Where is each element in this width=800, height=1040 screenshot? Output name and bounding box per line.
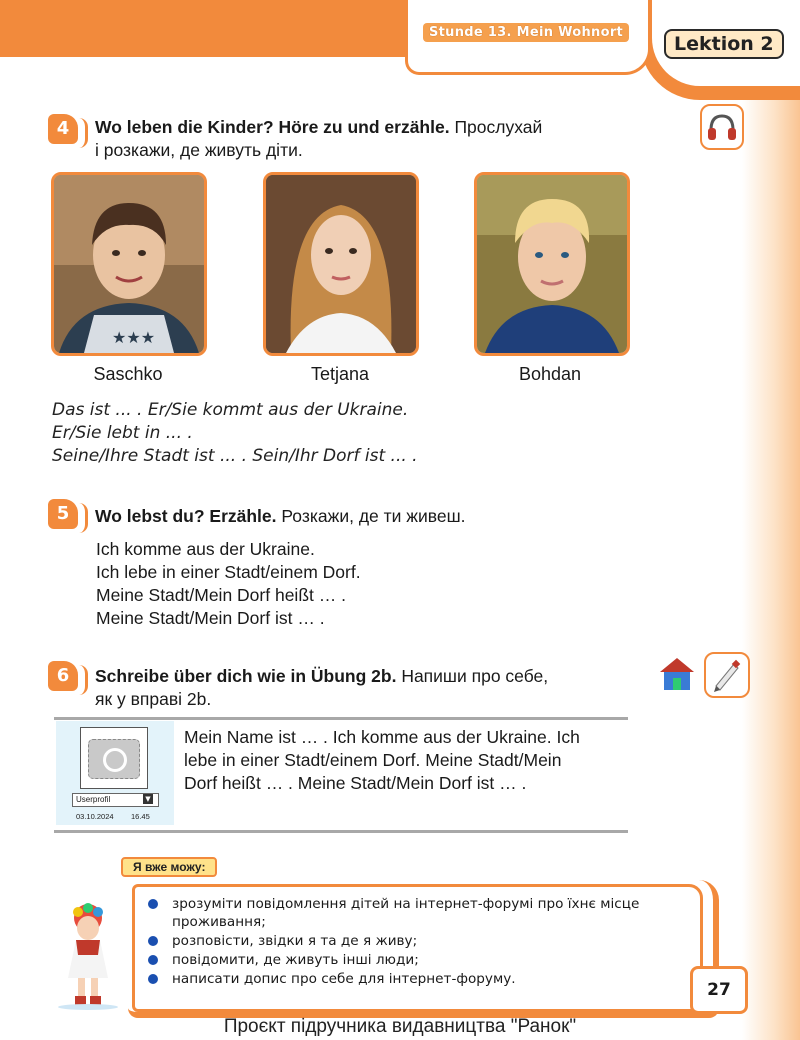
footer-caption: Проєкт підручника видавництва "Ранок" [223,1016,577,1037]
exercise-4-instruction [95,116,640,162]
model-line: Das ist ... . Er/Sie kommt aus der Ukraine. [52,400,409,420]
post-date: 03.10.2024 [76,812,114,821]
house-icon [656,652,698,694]
child-name-bohdan: Bohdan [518,364,582,384]
can-do-list [148,895,678,989]
chevron-down-icon[interactable]: ▼ [143,794,153,804]
list-item: розповісти, звідки я та де я живу; [148,932,678,950]
exercise-6-title-de: Schreibe über dich wie in Übung 2b. [95,666,397,686]
model-line: Ich komme aus der Ukraine. [96,539,315,559]
girl-mascot-illustration [48,900,128,1010]
list-item: написати допис про себе для інтернет-форуму. [148,970,678,988]
exercise-6-instruction [95,665,640,711]
exercise-5-model [96,538,596,630]
unit-title: Lektion 2 [664,29,784,59]
camera-lens [103,748,127,772]
lesson-title: Stunde 13. Mein Wohnort [423,23,629,42]
exercise-number-5: 5 [48,499,78,529]
model-line: Ich lebe in einer Stadt/einem Dorf. [96,562,361,582]
exercise-6-title-ua-1: Напиши про себе, [401,666,549,686]
exercise-6-title-ua-2: як у вправі 2b. [95,689,212,709]
model-line: Meine Stadt/Mein Dorf ist … . [96,608,325,628]
exercise-4-title-ua-2: і розкажи, де живуть діти. [95,140,303,160]
exercise-4-model [52,399,612,468]
bullet-icon [148,974,158,984]
exercise-4-title-de: Wo leben die Kinder? Höre zu und erzähle. [95,117,450,137]
child-name-saschko: Saschko [93,364,163,384]
post-line: Mein Name ist … . Ich komme aus der Ukraine. Ich [184,727,580,747]
exercise-5-instruction [95,505,640,528]
post-time: 16.45 [131,812,150,821]
model-line: Seine/Ihre Stadt ist ... . Sein/Ihr Dorf ist ... . [52,446,418,466]
svg-text:★★★: ★★★ [112,328,156,347]
bullet-icon [148,899,158,909]
header-bar [0,0,412,57]
list-item: повідомити, де живуть інші люди; [148,951,678,969]
exercise-4-title-ua-1: Прослухай [454,117,543,137]
pencil-icon [704,652,750,698]
photo-bohdan [474,172,630,356]
exercise-5-title-de: Wo lebst du? Erzähle. [95,506,277,526]
model-line: Meine Stadt/Mein Dorf heißt … . [96,585,346,605]
photo-saschko [51,172,207,356]
headphones-icon[interactable] [700,104,744,150]
forum-post-text [184,726,624,795]
photo-tetjana [263,172,419,356]
post-line: Dorf heißt … . Meine Stadt/Mein Dorf ist … . [184,773,527,793]
side-gradient-strip [742,0,800,1040]
model-line: Er/Sie lebt in ... . [52,423,193,443]
list-item: зрозуміти повідомлення дітей на інтернет-форумі про їхнє місце проживання; [148,895,678,931]
bullet-icon [148,955,158,965]
child-name-tetjana: Tetjana [310,364,370,384]
post-line: lebe in einer Stadt/einem Dorf. Meine Stadt/Mein [184,750,562,770]
user-profile-select[interactable]: Userprofil [72,793,159,807]
exercise-number-4: 4 [48,114,78,144]
can-do-tag: Я вже можу: [121,857,217,877]
exercise-5-title-ua: Розкажи, де ти живеш. [281,506,466,526]
page-number: 27 [690,966,748,1014]
bullet-icon [148,936,158,946]
exercise-number-6: 6 [48,661,78,691]
